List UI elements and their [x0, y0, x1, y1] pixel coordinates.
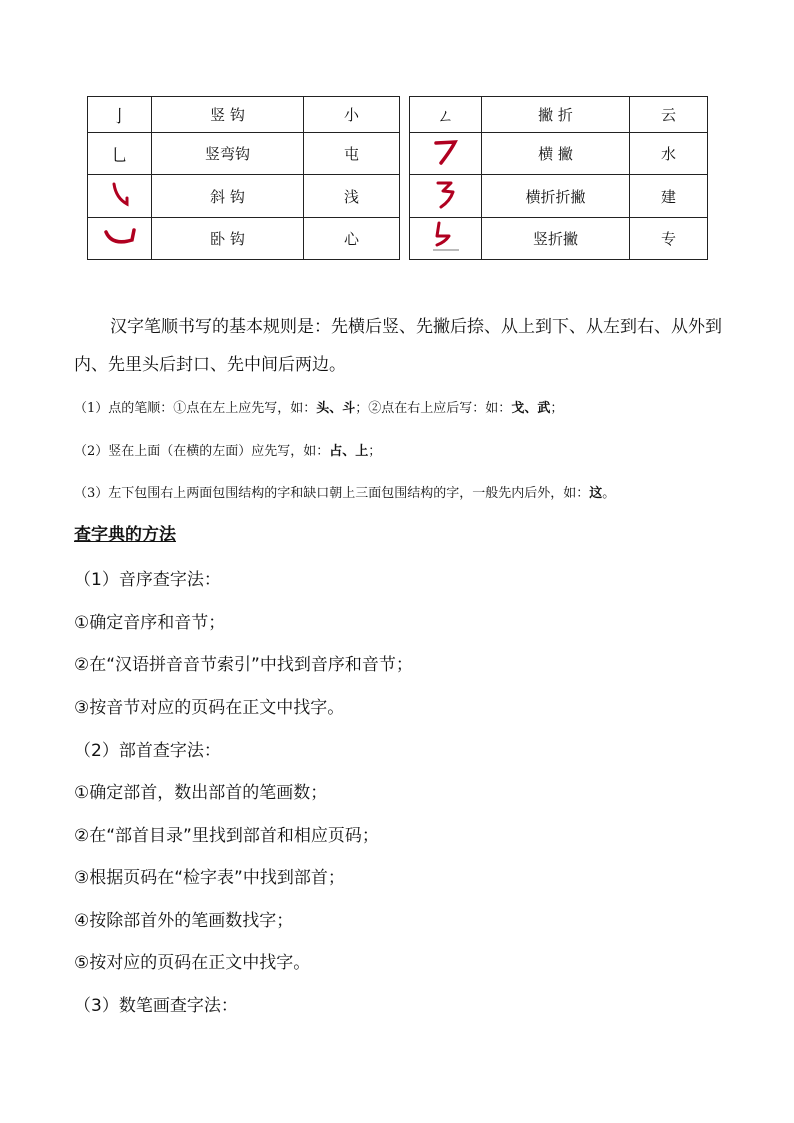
method-line: ③按音节对应的页码在正文中找字。 [74, 698, 345, 718]
stroke-glyph: 乚 [111, 146, 128, 167]
stroke-glyph-cell [410, 97, 482, 133]
rule-line: （3）左下包围右上两面包围结构的字和缺口朝上三面包围结构的字，一般先内后外，如：这。 [74, 486, 616, 501]
stroke-glyph-cell [410, 175, 482, 217]
stroke-glyph: 亅 [111, 107, 128, 128]
stroke-name-cell: 竖折撇 [482, 217, 630, 259]
stroke-example-cell: 水 [630, 133, 708, 175]
method-line: ①确定部首，数出部首的笔画数； [74, 783, 328, 803]
stroke-name-cell: 横折折撇 [482, 175, 630, 217]
table-divider [400, 217, 410, 259]
table-divider [400, 175, 410, 217]
method-line: ④按除部首外的笔画数找字； [74, 911, 294, 931]
table-row [88, 175, 708, 217]
method-line: （3）数笔画查字法： [74, 996, 238, 1016]
table-row [88, 217, 708, 259]
wogou-stroke-icon [102, 224, 138, 248]
table-divider [400, 97, 410, 133]
stroke-glyph-cell [88, 217, 152, 259]
method-line: ⑤按对应的页码在正文中找字。 [74, 953, 311, 973]
xiegou-stroke-icon [107, 180, 133, 208]
table-row [88, 133, 708, 175]
stroke-example-cell: 浅 [304, 175, 400, 217]
stroke-glyph-cell [410, 217, 482, 259]
stroke-example-cell: 云 [630, 97, 708, 133]
stroke-order-paragraph: 汉字笔顺书写的基本规则是：先横后竖、先撇后捺、从上到下、从左到右、从外到内、先里头后封口、先中间后两边。 [74, 317, 722, 375]
stroke-example-cell: 建 [630, 175, 708, 217]
stroke-glyph: ㄥ [437, 107, 454, 128]
shuzhepie-stroke-icon [429, 220, 463, 252]
stroke-glyph-cell [88, 133, 152, 175]
method-line: ②在“汉语拼音音节索引”中找到音序和音节； [74, 655, 413, 675]
stroke-name-cell: 卧 钩 [152, 217, 304, 259]
table-row [88, 97, 708, 133]
stroke-glyph-cell [410, 133, 482, 175]
stroke-name-cell: 竖弯钩 [152, 133, 304, 175]
rule-line: （1）点的笔顺：①点在左上应先写，如：头、斗；②点在右上应后写：如：戈、武； [74, 401, 564, 416]
stroke-glyph-cell [88, 97, 152, 133]
stroke-example-cell: 小 [304, 97, 400, 133]
stroke-example-cell: 心 [304, 217, 400, 259]
stroke-table [87, 96, 708, 260]
section-heading: 查字典的方法 [74, 525, 176, 545]
stroke-name-cell: 竖 钩 [152, 97, 304, 133]
stroke-glyph-cell [88, 175, 152, 217]
stroke-example-cell: 屯 [304, 133, 400, 175]
rule-line: （2）竖在上面（在横的左面）应先写，如：占、上； [74, 444, 382, 459]
stroke-name-cell: 横 撇 [482, 133, 630, 175]
method-line: ③根据页码在“检字表”中找到部首； [74, 868, 345, 888]
stroke-name-cell: 撇 折 [482, 97, 630, 133]
method-line: ②在“部首目录”里找到部首和相应页码； [74, 826, 379, 846]
method-line: （1）音序查字法： [74, 570, 221, 590]
hengpie-stroke-icon [433, 138, 459, 166]
stroke-example-cell: 专 [630, 217, 708, 259]
stroke-name-cell: 斜 钩 [152, 175, 304, 217]
method-line: ①确定音序和音节； [74, 613, 226, 633]
method-line: （2）部首查字法： [74, 741, 221, 761]
table-divider [400, 133, 410, 175]
hengzhezhepie-stroke-icon [433, 179, 459, 209]
